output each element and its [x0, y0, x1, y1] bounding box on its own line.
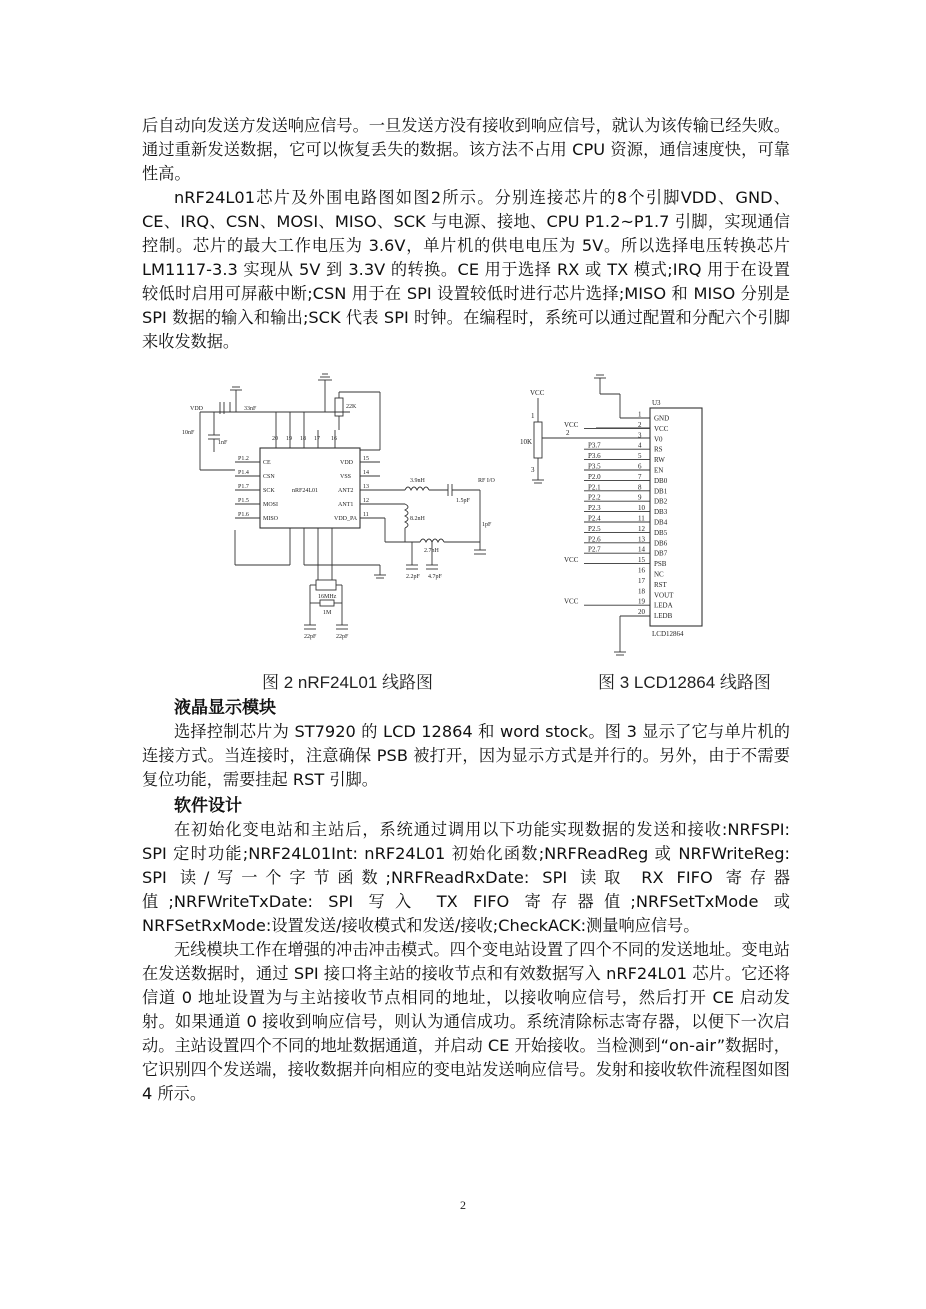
heading-software-design: 软件设计	[174, 796, 242, 816]
lcd-pin-number: 17	[638, 576, 645, 585]
right-pin-num-15: 15	[363, 456, 369, 462]
lcd-pin-net: P2.4	[588, 514, 601, 523]
lcd-pin-number: 19	[638, 597, 645, 606]
lcd-pin-name: LEDA	[654, 601, 673, 610]
top-pin-num-20: 20	[272, 436, 278, 442]
lcd-pin-number: 10	[638, 504, 645, 513]
paragraph-lcd: 选择控制芯片为 ST7920 的 LCD 12864 和 word stock。图 3 显示了它与单片机的连接方式。当连接时，注意确保 PSB 被打开，因为显示方式是并行的。另外，由于不需要复位功能，需要挂起 RST 引脚。	[142, 722, 790, 789]
lcd-pin-net: P2.6	[588, 535, 601, 544]
lcd-pin-number: 6	[638, 462, 642, 471]
left-net-1: P1.4	[238, 470, 249, 476]
lcd-pin-number: 16	[638, 566, 645, 575]
lcd-pin-name: NC	[654, 570, 664, 579]
chip-label: nRF24L01	[292, 488, 319, 494]
top-pin-num-19: 19	[286, 436, 292, 442]
top-pin-num-16: 16	[331, 436, 337, 442]
cap-label-10nf: 10nF	[182, 430, 195, 436]
lcd-pin-net: P2.5	[588, 524, 601, 533]
paragraph-nrf24l01: nRF24L01芯片及外围电路图如图2所示。分别连接芯片的8个引脚VDD、GND、CE、IRQ、CSN、MOSI、MISO、SCK 与电源、接地、CPU P1.2~P1.7 引脚，实现通信控制。芯片的最大工作电压为 3.6V，单片机的供电电压为 5V。所以选择电压转换芯片 LM1117-3.3 实现从 5V 到 3.3V 的转换。CE 用于选择 RX 或 TX 模式;IRQ 用于在设置较低时启用可屏蔽中断;CSN 用于在 SPI 设置较低时进行芯片选择;MISO 和 MISO 分别是 SPI 数据的输入和输出;SCK 代表 SPI 时钟。在编程时，系统可以通过配置和分配六个引脚来收发数据。	[142, 188, 790, 351]
u3-label: U3	[652, 399, 661, 407]
lcd-pin-number: 15	[638, 556, 645, 565]
lcd-pin-name: V0	[654, 435, 663, 444]
lcd-pin-net: VCC	[564, 556, 579, 565]
right-pin-num-12: 12	[363, 498, 369, 504]
lcd-pin-net: P2.7	[588, 545, 601, 554]
lcd-pin-name: DB5	[654, 528, 668, 537]
lcd12864-label: LCD12864	[652, 630, 684, 638]
cap-label-2-2pf: 2.2pF	[406, 574, 420, 580]
lcd-pin-name: DB3	[654, 508, 668, 517]
cap-label-22pf-b: 22pF	[336, 634, 349, 640]
lcd-pin-name: VCC	[654, 424, 669, 433]
left-net-0: P1.2	[238, 456, 249, 462]
lcd-pin-net: P2.1	[588, 483, 601, 492]
lcd-pin-number: 9	[638, 493, 642, 502]
lcd-pin-net: P3.6	[588, 452, 601, 461]
left-pin-mosi: MOSI	[263, 502, 279, 508]
res-label-1m: 1M	[323, 610, 332, 616]
lcd-pin-name: DB0	[654, 476, 668, 485]
cap-label-1-5pf: 1.5pF	[456, 498, 470, 504]
left-pin-ce: CE	[263, 460, 271, 466]
left-pin-csn: CSN	[263, 474, 275, 480]
pot-pin-1: 1	[531, 412, 535, 420]
res-label-22k: 22K	[346, 404, 357, 410]
right-pin-vss: VSS	[340, 474, 352, 480]
cap-label-1nf: 1nF	[218, 440, 228, 446]
body-text-top	[142, 114, 790, 354]
left-net-3: P1.5	[238, 498, 249, 504]
figure-3-lcd12864-schematic	[520, 372, 750, 662]
lcd-pin-number: 4	[638, 441, 642, 450]
lcd-pin-number: 3	[638, 431, 642, 440]
figure-2-nrf24l01-schematic	[180, 370, 500, 650]
paragraph-software-functions: 在初始化变电站和主站后，系统通过调用以下功能实现数据的发送和接收:NRFSPI: SPI 定时功能;NRF24L01Int: nRF24L01 初始化函数;NRFReadReg 或 NRFWriteReg: SPI 读/写一个字节函数;NRFReadRxDate: SPI 读取 RX FIFO 寄存器值;NRFWriteTxDate: SPI 写入 TX FIFO 寄存器值;NRFSetTxMode 或 NRFSetRxMode:设置发送/接收模式和发送/接收;CheckACK:测量响应信号。	[142, 820, 790, 935]
right-pin-num-13: 13	[363, 484, 369, 490]
lcd-pin-number: 8	[638, 483, 642, 492]
lcd-pin-name: PSB	[654, 560, 667, 569]
lcd-pin-number: 18	[638, 587, 645, 596]
lcd-pin-number: 20	[638, 608, 645, 617]
pot-vcc-label: VCC	[530, 389, 545, 397]
lcd-pin-number: 1	[638, 410, 642, 419]
crystal-label: 16MHz	[318, 594, 337, 600]
lcd-pin-group	[564, 411, 674, 621]
lcd-pin-name: RST	[654, 580, 667, 589]
paragraph-wireless-mode: 无线模块工作在增强的冲击冲击模式。四个变电站设置了四个不同的发送地址。变电站在发送数据时，通过 SPI 接口将主站的接收节点和有效数据写入 nRF24L01 芯片。它还将信道 0 地址设置为与主站接收节点相同的地址，以接收响应信号，然后打开 CE 启动发射。如果通道 0 接收到响应信号，则认为通信成功。系统清除标志寄存器，以便下一次启动。主站设置四个不同的地址数据通道，并启动 CE 开始接收。当检测到“on-air”数据时，它识别四个发送端，接收数据并向相应的变电站发送响应信号。发射和接收软件流程图如图 4 所示。	[142, 940, 790, 1103]
ind-label-2-7nh: 2.7nH	[424, 548, 439, 554]
lcd-pin-name: LEDB	[654, 612, 673, 621]
paragraph-continuation: 后自动向发送方发送响应信号。一旦发送方没有接收到响应信号，就认为该传输已经失败。通过重新发送数据，它可以恢复丢失的数据。该方法不占用 CPU 资源，通信速度快，可靠性高。	[142, 116, 790, 183]
lcd-pin-net: VCC	[564, 597, 579, 606]
top-pin-num-18: 18	[300, 436, 306, 442]
heading-lcd-module: 液晶显示模块	[174, 698, 276, 718]
pot-pin-2: 2	[566, 429, 570, 437]
lcd-pin-name: RW	[654, 456, 665, 465]
top-pin-num-17: 17	[314, 436, 320, 442]
right-pin-vddpa: VDD_PA	[334, 516, 358, 522]
left-net-2: P1.7	[238, 484, 249, 490]
lcd-pin-net: P2.0	[588, 472, 601, 481]
left-pin-sck: SCK	[263, 488, 275, 494]
right-pin-vdd: VDD	[340, 460, 353, 466]
right-pin-ant2: ANT2	[338, 488, 354, 494]
body-text-software	[142, 818, 790, 1106]
ind-label-3-9nh: 3.9nH	[410, 478, 425, 484]
lcd-pin-net: P3.7	[588, 441, 601, 450]
ind-label-8-2nh: 8.2nH	[410, 516, 425, 522]
lcd-pin-net: VCC	[564, 420, 579, 429]
right-pin-num-11: 11	[363, 512, 369, 518]
lcd-pin-name: VOUT	[654, 591, 674, 600]
lcd-pin-name: DB4	[654, 518, 668, 527]
page-number: 2	[460, 1198, 466, 1212]
left-pin-miso: MISO	[263, 516, 279, 522]
lcd-pin-number: 5	[638, 452, 642, 461]
lcd-pin-name: DB2	[654, 497, 668, 506]
vdd-label: VDD	[190, 406, 203, 412]
lcd-pin-name: DB7	[654, 549, 668, 558]
body-text-lcd	[142, 720, 790, 792]
lcd-pin-number: 7	[638, 472, 642, 481]
rf-io-label: RF I/O	[478, 478, 495, 484]
lcd-pin-net: P2.2	[588, 493, 601, 502]
right-pin-num-14: 14	[363, 470, 369, 476]
cap-label-1pf: 1pF	[482, 522, 492, 528]
lcd-pin-name: DB1	[654, 487, 668, 496]
lcd-pin-number: 13	[638, 535, 645, 544]
lcd-pin-number: 12	[638, 524, 645, 533]
cap-label-22pf-a: 22pF	[304, 634, 317, 640]
left-net-4: P1.6	[238, 512, 249, 518]
figure-2-caption: 图 2 nRF24L01 线路图	[262, 673, 434, 692]
lcd-pin-number: 11	[638, 514, 645, 523]
pot-value-label: 10K	[520, 438, 533, 446]
lcd-pin-name: RS	[654, 445, 663, 454]
right-pin-ant1: ANT1	[338, 502, 354, 508]
pot-pin-3: 3	[531, 466, 535, 474]
lcd-pin-name: GND	[654, 414, 670, 423]
cap-label-33nf: 33nF	[244, 406, 257, 412]
lcd-pin-number: 14	[638, 545, 645, 554]
cap-label-4-7pf: 4.7pF	[428, 574, 442, 580]
lcd-pin-net: P3.5	[588, 462, 601, 471]
figure-3-caption: 图 3 LCD12864 线路图	[598, 673, 771, 692]
lcd-pin-name: EN	[654, 466, 664, 475]
lcd-pin-number: 2	[638, 420, 642, 429]
lcd-pin-name: DB6	[654, 539, 668, 548]
lcd-pin-net: P2.3	[588, 504, 601, 513]
